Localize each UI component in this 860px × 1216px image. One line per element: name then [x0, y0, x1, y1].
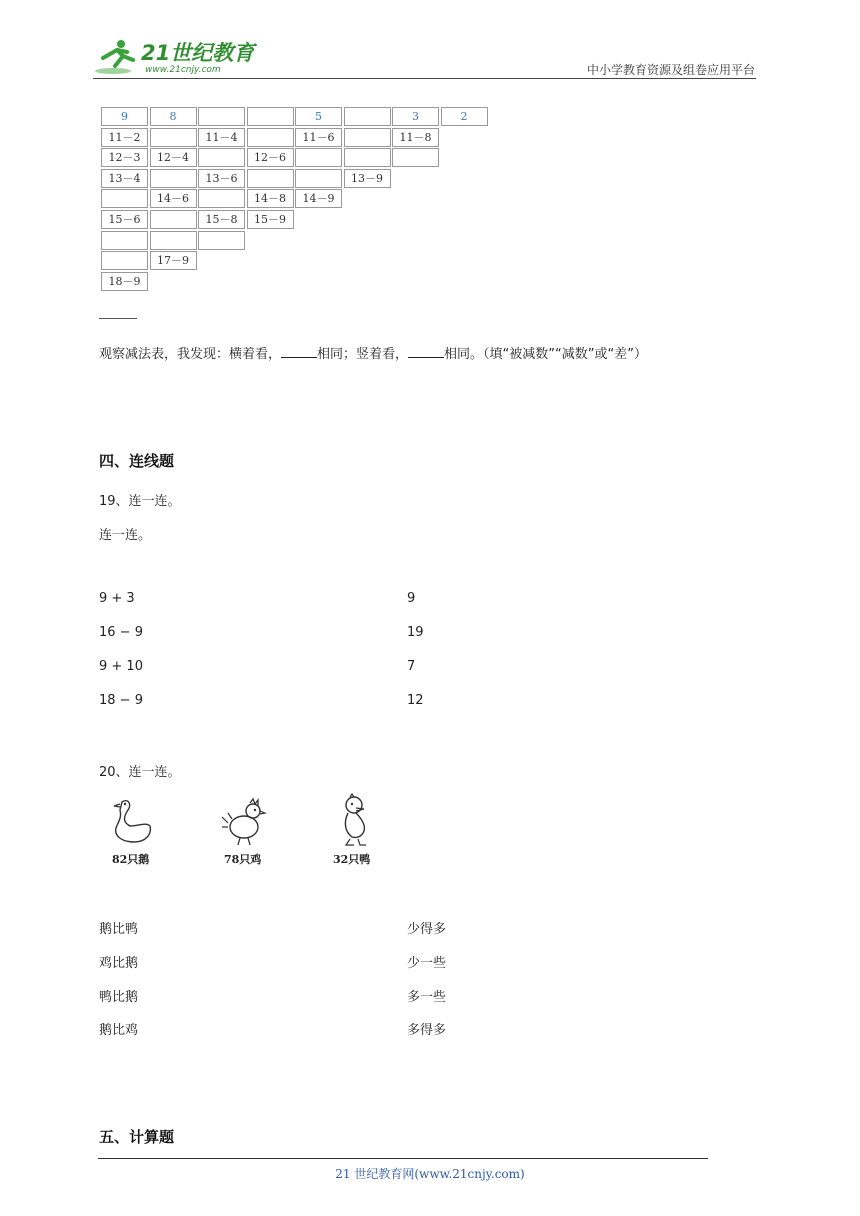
footer-divider	[98, 1158, 708, 1159]
table-header-cell: 9	[101, 107, 148, 126]
question-20-title: 20、连一连。	[99, 765, 181, 780]
table-cell	[150, 128, 197, 147]
table-cell: 13－4	[101, 169, 148, 188]
duck-count: 32只鸭	[333, 853, 371, 866]
header-divider	[93, 78, 756, 79]
q20-left-item[interactable]: 鸡比鹅	[99, 956, 139, 971]
q20-right-item[interactable]: 少一些	[407, 956, 447, 971]
q20-left-item[interactable]: 鸭比鹅	[99, 990, 139, 1005]
section-5-title: 五、计算题	[99, 1128, 175, 1146]
table-cell	[101, 189, 148, 208]
chicken-illustration[interactable]	[220, 797, 272, 849]
table-cell	[392, 148, 439, 167]
answer-blank	[99, 318, 137, 319]
table-cell: 15－9	[247, 210, 294, 229]
table-cell: 12－4	[150, 148, 197, 167]
q18-part1: 观察减法表，我发现：横着看，	[99, 347, 282, 362]
table-header-cell: 8	[150, 107, 197, 126]
q19-left-item[interactable]: 9 + 10	[99, 659, 143, 674]
table-cell	[101, 251, 148, 270]
table-cell	[247, 169, 294, 188]
table-cell: 13－6	[198, 169, 245, 188]
table-cell: 15－8	[198, 210, 245, 229]
q20-right-item[interactable]: 少得多	[407, 922, 447, 937]
q19-right-item[interactable]: 7	[407, 659, 416, 674]
q18-blank-2[interactable]	[408, 345, 444, 358]
table-cell	[150, 210, 197, 229]
table-cell	[247, 128, 294, 147]
question-18-text	[99, 343, 647, 362]
table-cell	[150, 169, 197, 188]
table-cell: 13－9	[344, 169, 391, 188]
footer-text: 21 世纪教育网(www.21cnjy.com)	[335, 1167, 525, 1181]
question-19-subtitle: 连一连。	[99, 528, 152, 543]
table-cell: 14－8	[247, 189, 294, 208]
site-logo	[93, 36, 258, 76]
goose-count: 82只鹅	[112, 853, 150, 866]
q18-blank-1[interactable]	[281, 345, 317, 358]
table-cell	[295, 169, 342, 188]
table-cell	[198, 148, 245, 167]
runner-logo-icon	[93, 36, 258, 76]
table-header-cell	[344, 107, 391, 126]
section-4-title: 四、连线题	[99, 452, 175, 470]
q20-right-item[interactable]: 多一些	[407, 990, 447, 1005]
table-cell: 12－6	[247, 148, 294, 167]
table-cell	[150, 231, 197, 250]
table-cell	[101, 231, 148, 250]
table-cell	[198, 231, 245, 250]
header-tagline: 中小学教育资源及组卷应用平台	[586, 63, 755, 77]
table-cell: 18－9	[101, 272, 148, 291]
q19-left-item[interactable]: 9 + 3	[99, 591, 135, 606]
logo-url: www.21cnjy.com	[145, 65, 221, 75]
goose-icon	[108, 796, 156, 848]
table-header-cell	[247, 107, 294, 126]
table-cell: 17－9	[150, 251, 197, 270]
table-cell: 11－4	[198, 128, 245, 147]
duck-illustration[interactable]	[336, 793, 376, 849]
question-19-title: 19、连一连。	[99, 494, 181, 509]
table-cell: 12－3	[101, 148, 148, 167]
table-header-cell	[198, 107, 245, 126]
chicken-icon	[220, 797, 272, 849]
table-cell: 15－6	[101, 210, 148, 229]
duck-icon	[336, 793, 376, 849]
table-cell	[295, 148, 342, 167]
q19-right-item[interactable]: 19	[407, 625, 424, 640]
table-cell: 11－2	[101, 128, 148, 147]
goose-illustration[interactable]	[108, 796, 156, 848]
table-cell	[344, 148, 391, 167]
table-cell	[344, 128, 391, 147]
table-header-cell: 2	[441, 107, 488, 126]
q18-part3: 相同。（填“被减数”“减数”或“差”）	[444, 347, 647, 362]
q20-left-item[interactable]: 鹅比鸭	[99, 922, 139, 937]
logo-text: 21世纪教育	[141, 41, 255, 65]
table-cell	[198, 189, 245, 208]
table-header-cell: 3	[392, 107, 439, 126]
table-header-cell: 5	[295, 107, 342, 126]
q19-right-item[interactable]: 9	[407, 591, 416, 606]
q20-right-item[interactable]: 多得多	[407, 1023, 447, 1038]
q19-right-item[interactable]: 12	[407, 693, 424, 708]
q19-left-item[interactable]: 18 − 9	[99, 693, 143, 708]
chicken-count: 78只鸡	[224, 853, 262, 866]
q20-left-item[interactable]: 鹅比鸡	[99, 1023, 139, 1038]
table-cell: 11－8	[392, 128, 439, 147]
table-cell: 14－9	[295, 189, 342, 208]
table-cell: 11－6	[295, 128, 342, 147]
table-cell: 14－6	[150, 189, 197, 208]
q18-part2: 相同；竖着看，	[317, 347, 409, 362]
q19-left-item[interactable]: 16 − 9	[99, 625, 143, 640]
